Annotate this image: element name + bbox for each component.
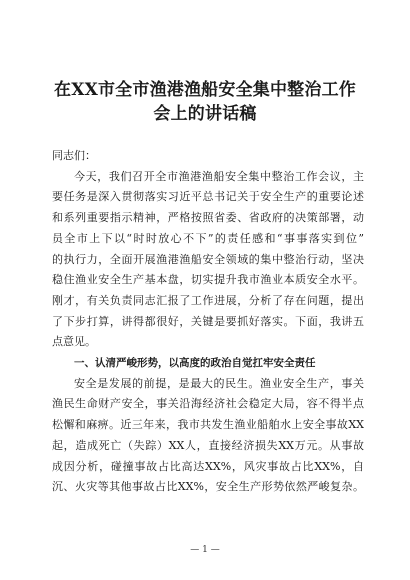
paragraph-line: 了下步打算，讲得都很好，关键是要抓好落实。下面，我讲五	[52, 314, 364, 328]
title-line-1: 在XX市全市渔港渔船安全集中整治工作	[54, 80, 356, 100]
document-title	[40, 78, 370, 126]
paragraph-line: 稳住渔业安全生产基本盘，切实提升我市渔业本质安全水平。	[52, 273, 364, 287]
salutation: 同志们：	[52, 149, 96, 162]
paragraph-line: 沉、火灾等其他事故占比XX%，安全生产形势依然严峻复杂。	[52, 480, 364, 494]
title-line-2: 会上的讲话稿	[153, 104, 257, 124]
paragraph-line: 渔民生命财产安全，事关沿海经济社会稳定大局，容不得半点	[52, 397, 364, 411]
paragraph-section-1	[52, 374, 364, 498]
paragraph-line: 刚才，有关负责同志汇报了工作进展，分析了存在问题，提出	[52, 293, 364, 307]
paragraph-line: 员全市上下以“时时放心不下”的责任感和“事事落实到位”	[52, 231, 364, 245]
paragraph-line: 安全是发展的前提，是最大的民生。渔业安全生产，事关	[74, 376, 364, 390]
paragraph-line: 起，造成死亡（失踪）XX人，直接经济损失XX万元。从事故	[52, 438, 364, 452]
paragraph-intro	[52, 167, 364, 353]
paragraph-line: 点意见。	[52, 335, 96, 349]
paragraph-line: 成因分析，碰撞事故占比高达XX%，风灾事故占比XX%，自	[52, 459, 364, 473]
paragraph-line: 松懈和麻痹。近三年来，我市共发生渔业船舶水上安全事故XX	[52, 418, 364, 432]
section-heading-1: 一、认清严峻形势，以高度的政治自觉扛牢安全责任	[74, 357, 316, 370]
paragraph-line: 要任务是深入贯彻落实习近平总书记关于安全生产的重要论述	[52, 190, 364, 204]
page-number: — 1 —	[190, 545, 220, 555]
paragraph-line: 的执行力，全面开展渔港渔船安全领域的集中整治行动，坚决	[52, 252, 364, 266]
paragraph-line: 和系列重要指示精神，严格按照省委、省政府的决策部署，动	[52, 211, 364, 225]
document-body	[52, 146, 364, 498]
paragraph-line: 今天，我们召开全市渔港渔船安全集中整治工作会议，主	[74, 169, 364, 183]
